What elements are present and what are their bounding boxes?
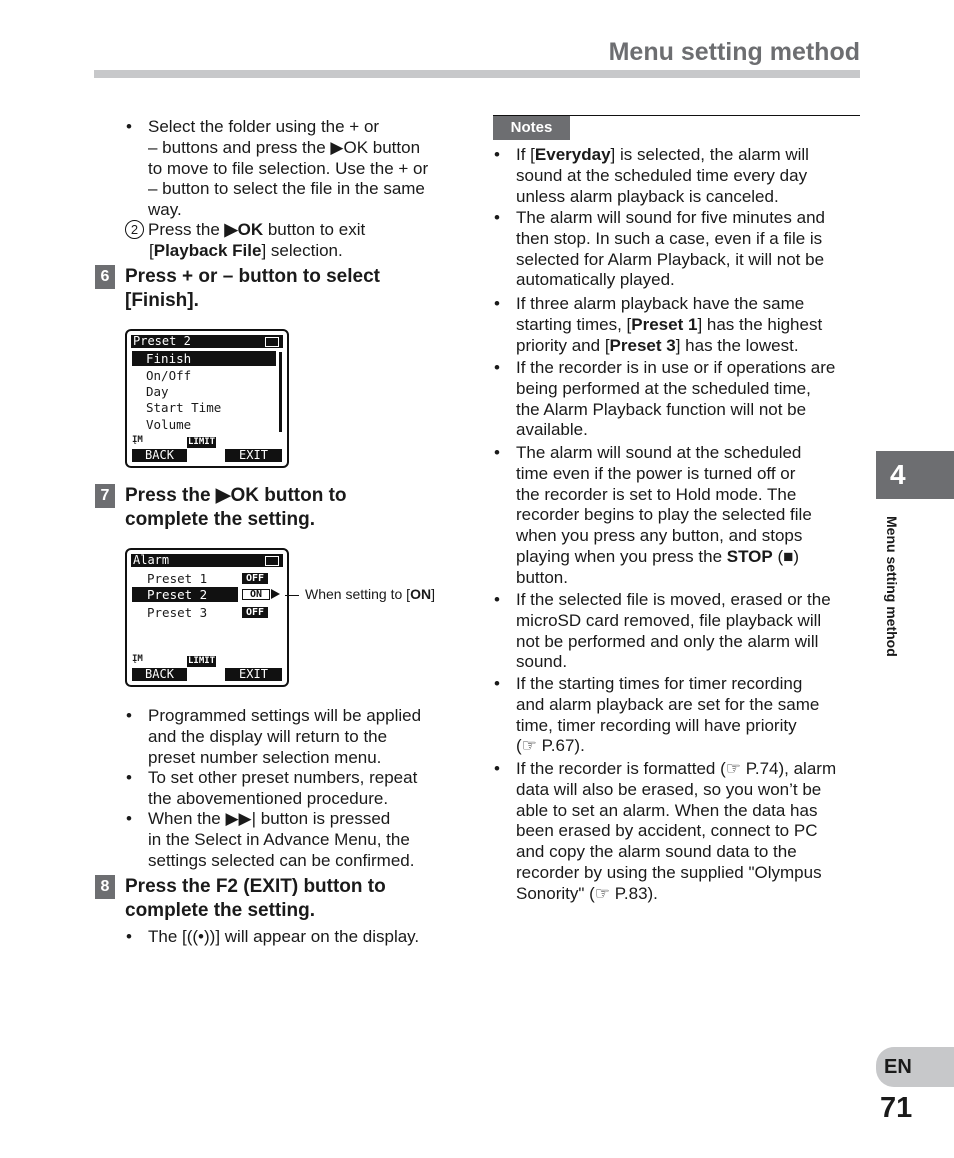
screen-title: Preset 2	[131, 335, 283, 348]
back-softkey: BACK	[132, 449, 187, 462]
note-timer-priority: • If the starting times for timer recording and alarm playback are set for the same time, timer recording will have priority (☞ P.67).	[494, 674, 820, 756]
text-line: – button to select the file in the same	[148, 179, 425, 199]
ok-button-ref: ▶OK	[224, 220, 264, 239]
menu-item-start-time: Start Time	[146, 400, 222, 415]
state-tag-3: OFF	[242, 607, 268, 618]
page-title: Menu setting method	[608, 38, 860, 66]
step-8-heading: Press the F2 (EXIT) button to complete the setting.	[125, 876, 386, 921]
note-five-minutes: • The alarm will sound for five minutes and then stop. In such a case, even if a file is selected for Alarm Playback, it will not be automatically played.	[494, 208, 825, 290]
text-line: way.	[148, 200, 182, 220]
step-7-heading: Press the ▶OK button to complete the setting.	[125, 485, 347, 530]
state-tag-2: ON	[242, 589, 270, 600]
battery-icon	[265, 556, 279, 566]
limit-tag: LIMIT	[188, 437, 216, 447]
note-file-moved: • If the selected file is moved, erased or the microSD card removed, file playback will not be performed and only the alarm will sound.	[494, 590, 831, 672]
bullet-select-folder: • Select the folder using the + or – buttons and press the ▶OK button to move to file selection. Use the + or – button to select the file in the same way.	[126, 117, 429, 220]
exit-softkey: EXIT	[225, 668, 282, 681]
device-screen-preset	[125, 329, 289, 468]
substep-2: 2 Press the ▶OK button to exit [Playback File] selection.	[125, 220, 365, 262]
title-rule	[94, 70, 860, 78]
step-number-7: 7	[95, 484, 115, 508]
exit-softkey: EXIT	[225, 449, 282, 462]
menu-item-on-off: On/Off	[146, 368, 192, 383]
text-line: Select the folder using the + or	[148, 117, 380, 136]
battery-icon	[265, 337, 279, 347]
text-line: to move to file selection. Use the + or	[148, 158, 429, 178]
limit-tag: LIMIT	[188, 656, 216, 666]
device-screen-alarm	[125, 548, 289, 687]
bullet-other-presets: • To set other preset numbers, repeat the abovementioned procedure.	[126, 768, 418, 808]
preset-row-2-selected: Preset 2	[132, 587, 238, 602]
mic-icon: ĮM	[132, 654, 143, 664]
text-line: – buttons and press the ▶OK button	[148, 137, 421, 157]
bullet-programmed: • Programmed settings will be applied and the display will return to the preset number selection menu.	[126, 706, 422, 767]
circled-number: 2	[125, 220, 144, 239]
bullet-alarm-icon: • The [((•))] will appear on the display.	[126, 927, 420, 946]
step-number-8: 8	[95, 875, 115, 899]
note-formatted: • If the recorder is formatted (☞ P.74), alarm data will also be erased, so you won’t be able to set an alarm. When the data has been erased by accident, connect to PC and copy the alarm sound data to the recorder by using the supplied "Olympus Sonority" (☞ P.83).	[494, 759, 837, 903]
right-arrow-icon	[271, 589, 280, 599]
state-tag-1: OFF	[242, 573, 268, 584]
note-priority: • If three alarm playback have the same starting times, [Preset 1] has the highest priority and [Preset 3] has the lowest.	[494, 294, 823, 355]
note-power-off: • The alarm will sound at the scheduled time even if the power is turned off or the recorder is set to Hold mode. The recorder begins to play the selected file when you press any button, and stops playing when you press the STOP (■) button.	[494, 443, 812, 587]
preset-row-3: Preset 3	[147, 605, 208, 620]
screen-title: Alarm	[131, 554, 283, 567]
scrollbar	[279, 352, 282, 432]
chapter-tab: 4	[876, 451, 954, 499]
section-label-vertical: Menu setting method	[884, 516, 900, 657]
notes-label: Notes	[493, 116, 570, 140]
step-number-6: 6	[95, 265, 115, 289]
page-number: 71	[880, 1092, 913, 1124]
back-softkey: BACK	[132, 668, 187, 681]
mic-icon: ĮM	[132, 435, 143, 445]
callout-line	[285, 595, 299, 596]
language-tab: EN	[876, 1047, 954, 1087]
menu-item-day: Day	[146, 384, 169, 399]
bullet-skip-button: • When the ▶▶| button is pressed in the Select in Advance Menu, the settings selected can be confirmed.	[126, 809, 415, 870]
menu-item-finish: Finish	[132, 351, 276, 366]
preset-row-1: Preset 1	[147, 571, 208, 586]
step-6-heading: Press + or – button to select [Finish].	[125, 266, 380, 311]
menu-item-volume: Volume	[146, 417, 192, 432]
ok-button-ref: ▶OK	[215, 485, 259, 506]
note-in-use: • If the recorder is in use or if operations are being performed at the scheduled time, the Alarm Playback function will not be available.	[494, 358, 836, 440]
callout-label: When setting to [ON]	[305, 586, 435, 602]
note-everyday: • If [Everyday] is selected, the alarm will sound at the scheduled time every day unless alarm playback is canceled.	[494, 145, 809, 206]
